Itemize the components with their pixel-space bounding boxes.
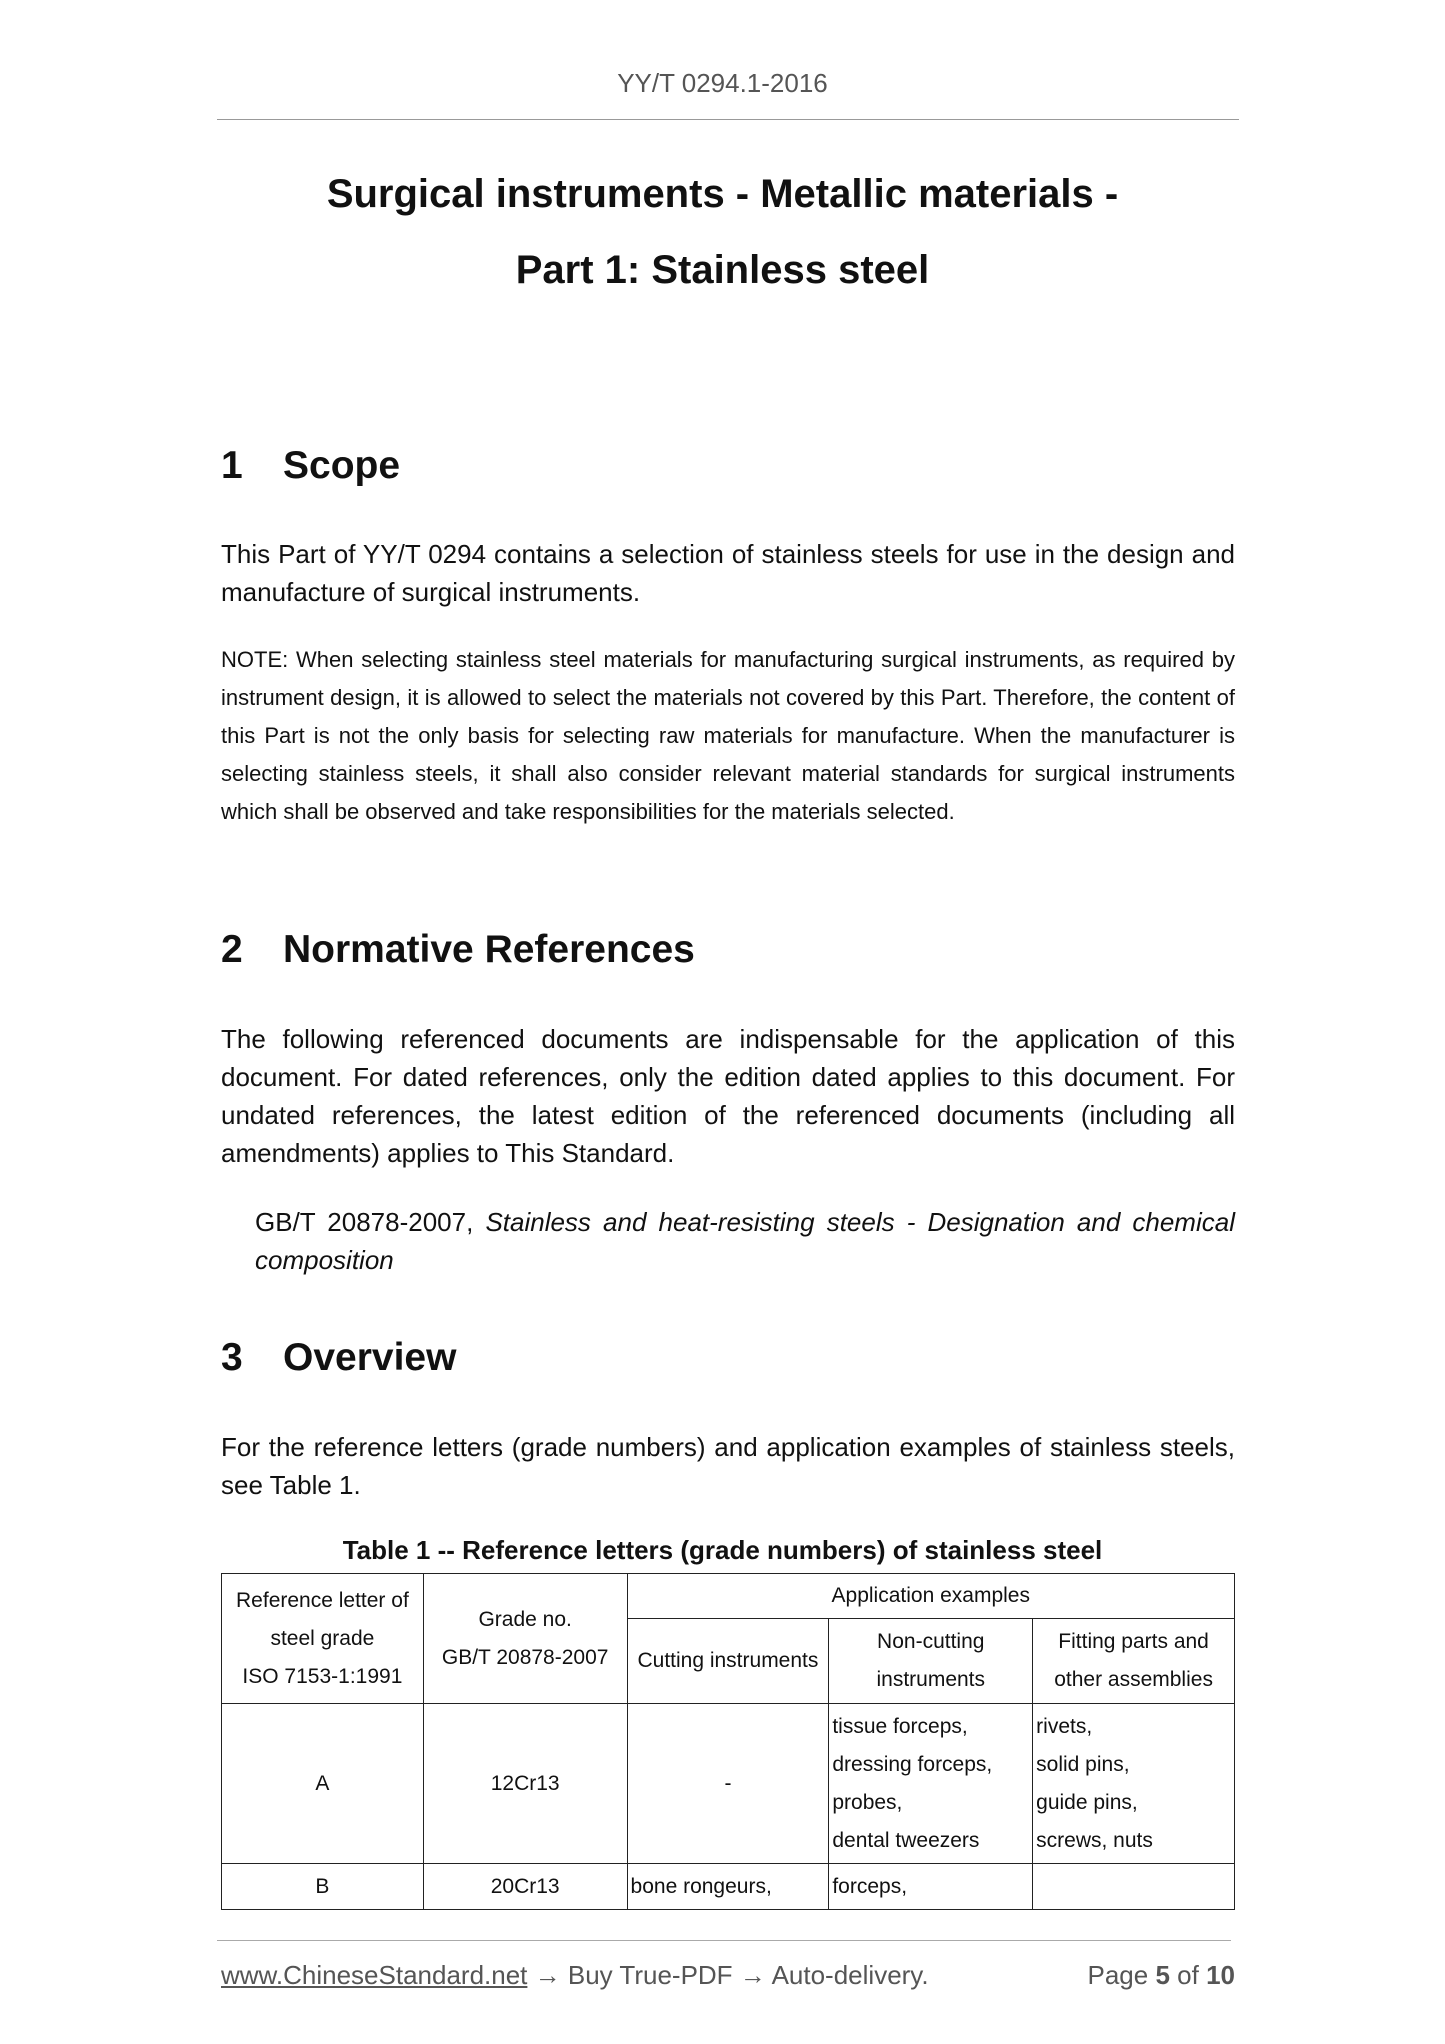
footer-divider <box>217 1940 1231 1941</box>
reference-code: GB/T 20878-2007, <box>255 1207 474 1237</box>
table-row <box>222 1864 1235 1910</box>
header-divider <box>217 119 1239 120</box>
header-cutting-instruments: Cutting instruments <box>627 1619 829 1704</box>
page-indicator: Page 5 of 10 <box>1087 1960 1235 1990</box>
cell-letter: B <box>222 1864 424 1910</box>
scope-paragraph: This Part of YY/T 0294 contains a selection of stainless steels for use in the design and manufacture of surgical instruments. <box>221 539 1235 607</box>
cell-fitting: rivets, solid pins, guide pins, screws, nuts <box>1033 1704 1235 1864</box>
section-number: 2 <box>221 928 243 971</box>
section-title: Normative References <box>283 928 695 971</box>
header-application-examples: Application examples <box>627 1574 1234 1619</box>
stainless-steel-table <box>221 1573 1235 1910</box>
header-grade-no: Grade no. GB/T 20878-2007 <box>423 1574 627 1704</box>
cell-letter: A <box>222 1704 424 1864</box>
header-fitting-parts: Fitting parts and other assemblies <box>1033 1619 1235 1704</box>
cell-grade: 12Cr13 <box>423 1704 627 1864</box>
cell-cutting: - <box>627 1704 829 1864</box>
footer <box>221 1960 1235 1991</box>
reference-title: Stainless and heat-resisting steels - Designation and chemical composition <box>255 1207 1235 1275</box>
reference-entry <box>255 1203 1235 1279</box>
total-pages: 10 <box>1206 1960 1235 1990</box>
cell-non-cutting: forceps, <box>829 1864 1033 1910</box>
section-1-heading <box>221 444 400 488</box>
website-link[interactable]: www.ChineseStandard.net <box>221 1960 528 1990</box>
scope-note: NOTE: When selecting stainless steel materials for manufacturing surgical instruments, as required by instrument design, it is allowed to select the materials not covered by this Part. Therefore, the content of this Part is not the only basis for selecting raw materials for manufacture. When the manufacturer is selecting stainless steels, it shall also consider relevant material standards for surgical instruments which shall be observed and take responsibilities for the materials selected. <box>221 647 1235 824</box>
cell-fitting <box>1033 1864 1235 1910</box>
section-title: Overview <box>283 1336 457 1379</box>
cell-grade: 20Cr13 <box>423 1864 627 1910</box>
section-title: Scope <box>283 444 401 487</box>
current-page: 5 <box>1155 1960 1170 1990</box>
references-paragraph: The following referenced documents are indispensable for the application of this document. For dated references, only the edition dated applies to this document. For undated references, the latest edition of the referenced documents (including all amendments) applies to This Standard. <box>221 1024 1235 1168</box>
section-3-heading <box>221 1336 456 1380</box>
overview-paragraph: For the reference letters (grade numbers) and application examples of stainless steels, see Table 1. <box>221 1432 1235 1500</box>
cell-non-cutting: tissue forceps, dressing forceps, probes, dental tweezers <box>829 1704 1033 1864</box>
title-line-1: Surgical instruments - Metallic materials - <box>326 172 1119 216</box>
header-non-cutting-instruments: Non-cutting instruments <box>829 1619 1033 1704</box>
table-caption: Table 1 -- Reference letters (grade numbers) of stainless steel <box>342 1535 1103 1565</box>
header-reference-letter: Reference letter of steel grade ISO 7153-1:1991 <box>222 1574 424 1704</box>
section-number: 3 <box>221 1336 243 1379</box>
table-row <box>222 1704 1235 1864</box>
document-id-header: YY/T 0294.1-2016 <box>617 68 828 98</box>
title-line-2: Part 1: Stainless steel <box>515 248 930 292</box>
cell-cutting: bone rongeurs, <box>627 1864 829 1910</box>
footer-tagline: → Buy True-PDF → Auto-delivery. <box>527 1960 929 1990</box>
section-number: 1 <box>221 444 243 487</box>
section-2-heading <box>221 928 695 972</box>
